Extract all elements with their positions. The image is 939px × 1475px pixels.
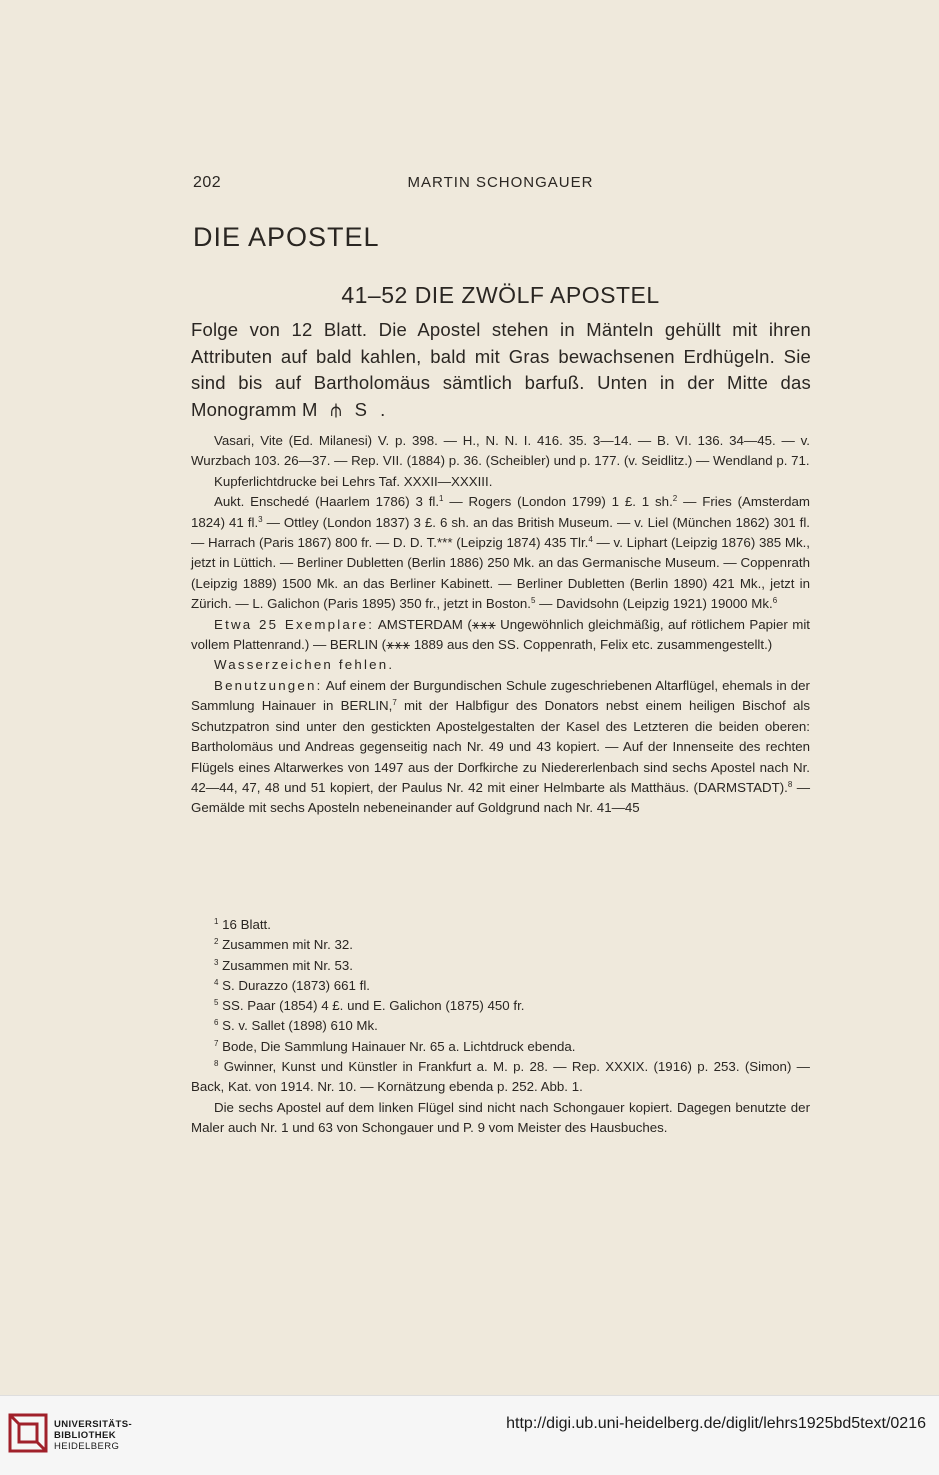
footnote-text: Zusammen mit Nr. 32. xyxy=(222,937,353,953)
literature-paragraph: Vasari, Vite (Ed. Milanesi) V. p. 398. — H., N. N. I. 416. 35. 3—14. — B. VI. 136. 34—45. — v. Wurzbach 103. 26—37. — Rep. VII. (1884) p. 36. (Scheibler) und p. 177. (v. Seidlitz.) — Wendland p. 71. xyxy=(191,433,810,469)
footnote xyxy=(191,1057,810,1098)
footnote-mark: 7 xyxy=(392,698,397,708)
auction-text: — Fries (Amsterdam 1824) 41 fl. xyxy=(191,494,810,530)
usage-label: Benutzungen: xyxy=(214,677,323,693)
monogram: M ⫛ S . xyxy=(301,398,390,420)
lead-paragraph xyxy=(191,317,811,423)
footnote-text: 16 Blatt. xyxy=(222,917,271,932)
section-title: DIE APOSTEL xyxy=(193,222,380,252)
auction-text: — Davidsohn (Leipzig 1921) 19000 Mk. xyxy=(535,596,773,612)
viewer-footer xyxy=(0,1395,939,1475)
entry-title: 41–52 DIE ZWÖLF APOSTEL xyxy=(341,282,660,308)
footnote xyxy=(191,996,810,1016)
library-logo-icon[interactable] xyxy=(8,1413,48,1453)
footnote xyxy=(191,935,810,955)
footnote-mark: 8 xyxy=(787,779,793,789)
footnote-text: Gwinner, Kunst und Künstler in Frankfurt a. M. p. 28. — Rep. XXXIX. (1916) p. 253. (Simon) — Back, Kat. von 1914. Nr. 10. — Kornätzung ebenda p. 252. Abb. 1. xyxy=(191,1059,810,1095)
watermark-note: Wasserzeichen fehlen. xyxy=(214,657,395,673)
footnote-number: 5 xyxy=(214,998,219,1008)
library-name[interactable] xyxy=(54,1419,132,1452)
footnote-text: SS. Paar (1854) 4 £. und E. Galichon (1875) 450 fr. xyxy=(222,998,525,1014)
auction-text: Aukt. Enschedé (Haarlem 1786) 3 fl. xyxy=(214,494,440,510)
permalink-url[interactable]: http://digi.ub.uni-heidelberg.de/diglit/lehrs1925bd5text/0216 xyxy=(506,1415,926,1432)
footnote-number: 1 xyxy=(214,917,219,926)
footnote xyxy=(191,1037,810,1057)
library-name-line: HEIDELBERG xyxy=(54,1441,120,1452)
footnote-number: 6 xyxy=(214,1018,219,1028)
usage-text: mit der Halbfigur des Donators nebst einem heiligen Bischof als Schutzpatron sind unter den gestickten Apostelgestalten der Kasel des Letzteren die beiden oberen: Bartholomäus und Andreas gegenseitig nach Nr. 49 und 43 kopiert. — Auf der Innenseite des rechten Flügels eines Altarwerkes von 1497 aus der Dorfkirche zu Niedererlenbach sind sechs Apostel nach Nr. 42—44, 47, 48 und 51 kopiert, der Paulus Nr. 42 mit einer Helmbarte als Matthäus. (DARMSTADT). xyxy=(191,698,810,795)
library-name-line: BIBLIOTHEK xyxy=(54,1430,117,1441)
exemplare-label: Etwa 25 Exemplare: xyxy=(214,616,375,632)
page-number: 202 xyxy=(193,174,222,191)
footnote-mark: 6 xyxy=(772,596,778,606)
footnote-mark: 3 xyxy=(258,514,263,524)
closing-paragraph: Die sechs Apostel auf dem linken Flügel sind nicht nach Schongauer kopiert. Dagegen benutzte der Maler auch Nr. 1 und 63 von Schongauer und P. 9 vom Meister des Hausbuches. xyxy=(191,1099,810,1135)
auction-paragraph xyxy=(191,492,810,614)
footnote-mark: 1 xyxy=(439,494,444,504)
footnote-text: S. Durazzo (1873) 661 fl. xyxy=(222,977,370,993)
running-title: MARTIN SCHONGAUER xyxy=(407,174,594,191)
footnote xyxy=(191,956,810,976)
footnote xyxy=(191,915,810,935)
usage-text: — Gemälde mit sechs Aposteln nebeneinander auf Goldgrund nach Nr. 41—45 xyxy=(191,779,810,816)
usage-paragraph xyxy=(191,676,810,819)
footnotes xyxy=(191,915,810,1138)
auction-text: — v. Liphart (Leipzig 1876) 385 Mk., jetzt in Lüttich. — Berliner Dubletten (Berlin 1886) 250 Mk. an das Germanische Museum. — Coppenrath (Leipzig 1889) 1500 Mk. an das Berliner Kabinett. — Berliner Dubletten (Berlin 1890) 421 Mk., jetzt in Zürich. — L. Galichon (Paris 1895) 350 fr., jetzt in Boston. xyxy=(191,535,810,612)
usage-text: Auf einem der Burgundischen Schule zugeschriebenen Altarflügel, ehemals in der Sammlung Hainauer in BERLIN, xyxy=(191,677,810,714)
exemplare-paragraph xyxy=(191,615,810,656)
exemplare-text: AMSTERDAM (⚹⚹⚹ Ungewöhnlich gleichmäßig, auf rötlichem Papier mit vollem Plattenrand.) — BERLIN (⚹⚹⚹ 1889 aus den SS. Coppenrath, Felix etc. zusammengestellt.) xyxy=(191,616,811,653)
footnote-text: S. v. Sallet (1898) 610 Mk. xyxy=(222,1018,378,1034)
kupfer-paragraph: Kupferlichtdrucke bei Lehrs Taf. XXXII—XXXIII. xyxy=(214,473,493,489)
footnote-text: Zusammen mit Nr. 53. xyxy=(222,957,353,973)
footnote-number: 4 xyxy=(214,977,219,987)
footnote-mark: 5 xyxy=(530,596,536,606)
auction-text: — Ottley (London 1837) 3 £. 6 sh. an das British Museum. — v. Liel (München 1862) 301 fl. — Harrach (Paris 1867) 800 fr. — D. D. T.*** (Leipzig 1874) 435 Tlr. xyxy=(191,514,811,551)
footnote xyxy=(191,976,810,996)
catalogue-body xyxy=(191,431,810,819)
footnote-mark: 2 xyxy=(672,494,678,504)
footnote-text: Bode, Die Sammlung Hainauer Nr. 65 a. Lichtdruck ebenda. xyxy=(222,1038,576,1054)
running-header xyxy=(193,174,808,196)
footnote-mark: 4 xyxy=(588,535,593,545)
footnote xyxy=(191,1016,810,1036)
footnote-number: 8 xyxy=(214,1059,219,1069)
lead-text: Folge von 12 Blatt. Die Apostel stehen in Mänteln gehüllt mit ihren Attributen auf bald kahlen, bald mit Gras bewachsenen Erdhügeln. Sie sind bis auf Bartholomäus sämtlich barfuß. Unten in der Mitte das Monogramm xyxy=(191,319,811,420)
library-name-line: UNIVERSITÄTS- xyxy=(54,1419,133,1430)
auction-text: — Rogers (London 1799) 1 £. 1 sh. xyxy=(443,494,673,510)
footnote-number: 3 xyxy=(214,957,219,967)
footnote-number: 2 xyxy=(214,937,219,947)
footnote-number: 7 xyxy=(214,1038,219,1048)
